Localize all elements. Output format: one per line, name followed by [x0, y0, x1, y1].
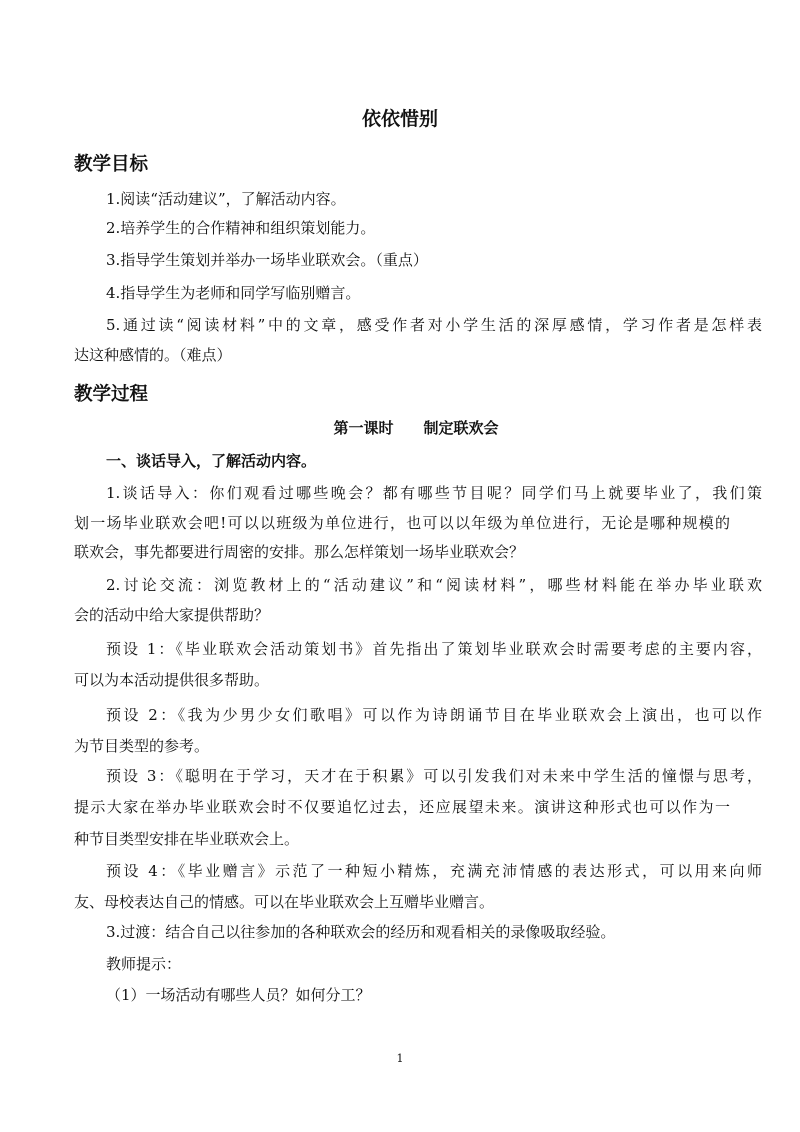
goal-item: 3.指导学生策划并举办一场毕业联欢会。（重点） — [106, 251, 428, 269]
body-line: （1）一场活动有哪些人员？如何分工？ — [106, 986, 371, 1004]
body-line: 会的活动中给大家提供帮助？ — [74, 606, 270, 624]
body-line: 教师提示： — [106, 955, 182, 973]
lesson-title — [0, 417, 800, 438]
section-heading-goals: 教学目标 — [74, 154, 149, 175]
section-heading-process: 教学过程 — [74, 384, 149, 405]
body-line: 友、母校表达自己的情感。可以在毕业联欢会上互赠毕业赠言。 — [74, 893, 495, 911]
goal-item: 5.通过读“阅读材料”中的文章，感受作者对小学生活的深厚感情，学习作者是怎样表 — [106, 316, 762, 334]
goal-item-continued: 达这种感情的。（难点） — [74, 346, 232, 364]
body-line: 预设 3：《聪明在于学习，天才在于积累》可以引发我们对未来中学生活的憧憬与思考， — [106, 767, 762, 785]
body-line: 联欢会，事先都要进行周密的安排。那么怎样策划一场毕业联欢会？ — [74, 543, 525, 561]
body-line: 可以为本活动提供很多帮助。 — [74, 671, 270, 689]
body-line: 2.讨论交流：浏览教材上的“活动建议”和“阅读材料”，哪些材料能在举办毕业联欢 — [106, 576, 762, 594]
body-line: 1.谈话导入：你们观看过哪些晚会？都有哪些节目呢？同学们马上就要毕业了，我们策 — [106, 484, 762, 502]
body-line: 种节目类型安排在毕业联欢会上。 — [74, 830, 300, 848]
step-heading: 一、谈话导入，了解活动内容。 — [106, 452, 317, 470]
document-title: 依依惜别 — [361, 108, 438, 130]
body-line: 划一场毕业联欢会吧!可以以班级为单位进行，也可以以年级为单位进行，无论是哪种规模的 — [74, 514, 730, 532]
page-number: 1 — [396, 1052, 404, 1065]
body-line: 为节目类型的参考。 — [74, 737, 210, 755]
body-line: 预设 2：《我为少男少女们歌唱》可以作为诗朗诵节目在毕业联欢会上演出，也可以作 — [106, 706, 762, 724]
body-line: 提示大家在举办毕业联欢会时不仅要追忆过去，还应展望未来。演讲这种形式也可以作为一 — [74, 798, 730, 816]
body-line: 预设 4：《毕业赠言》示范了一种短小精炼，充满充沛情感的表达形式，可以用来向师 — [106, 862, 762, 880]
body-line: 预设 1：《毕业联欢会活动策划书》首先指出了策划毕业联欢会时需要考虑的主要内容， — [106, 640, 762, 658]
goal-item: 4.指导学生为老师和同学写临别赠言。 — [106, 284, 361, 302]
lesson-number: 第一课时 — [333, 419, 394, 437]
goal-item: 1.阅读“活动建议”，了解活动内容。 — [106, 190, 346, 208]
body-line: 3.过渡：结合自己以往参加的各种联欢会的经历和观看相关的录像吸取经验。 — [106, 923, 616, 941]
goal-item: 2.培养学生的合作精神和组织策划能力。 — [106, 219, 376, 237]
lesson-topic: 制定联欢会 — [423, 419, 499, 437]
